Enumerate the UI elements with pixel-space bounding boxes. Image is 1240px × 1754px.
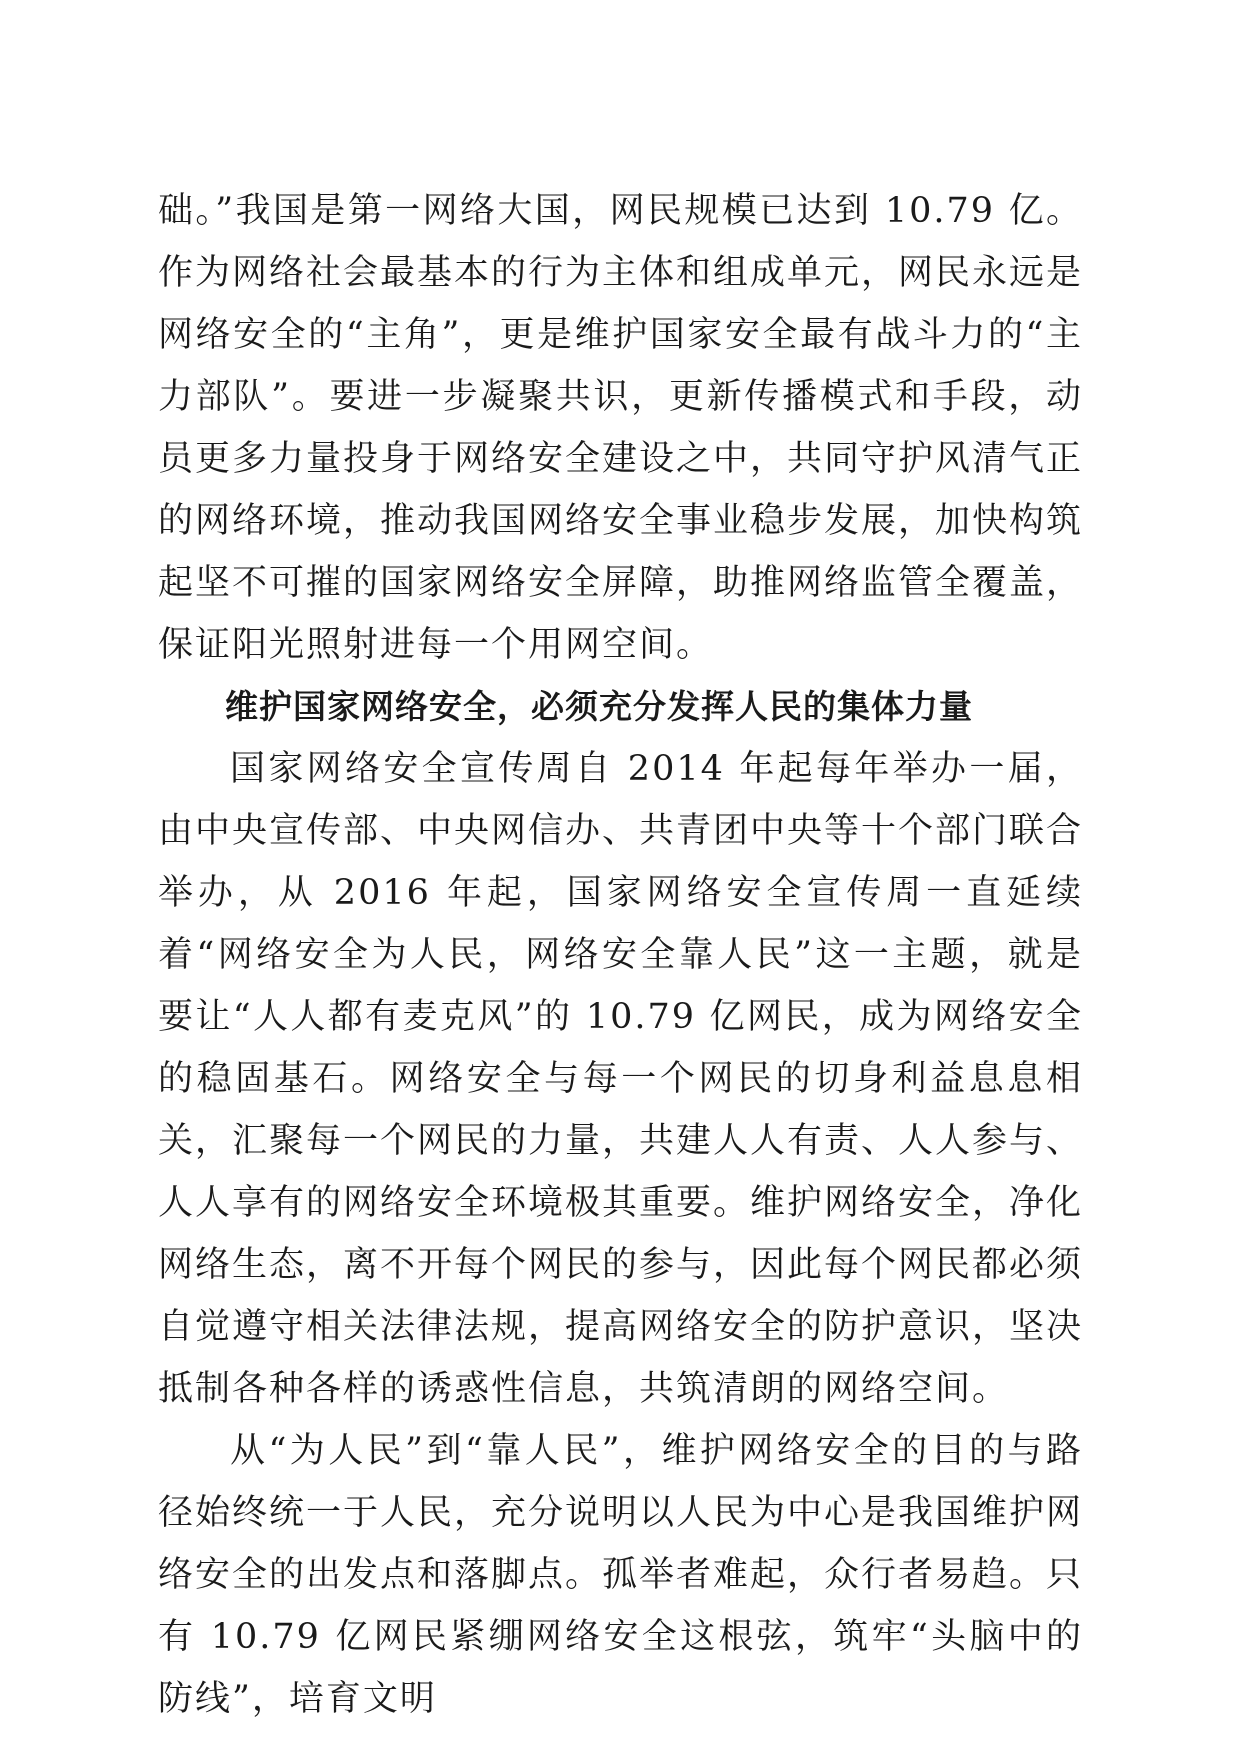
document-body (158, 180, 1083, 1730)
paragraph-publicity-week: 国家网络安全宣传周自 2014 年起每年举办一届，由中央宣传部、中央网信办、共青团中央等十个部门联合举办，从 2016 年起，国家网络安全宣传周一直延续着“网络安全为人民，网络安全靠人民”这一主题，就是要让“人人都有麦克风”的 10.79 亿网民，成为网络安全的稳固基石。网络安全与每一个网民的切身利益息息相关，汇聚每一个网民的力量，共建人人有责、人人参与、人人享有的网络安全环境极其重要。维护网络安全，净化网络生态，离不开每个网民的参与，因此每个网民都必须自觉遵守相关法律法规，提高网络安全的防护意识，坚决抵制各种各样的诱惑性信息，共筑清朗的网络空间。 (158, 749, 1084, 1409)
section-heading: 维护国家网络安全，必须充分发挥人民的集体力量 (225, 687, 973, 726)
paragraph-for-the-people: 从“为人民”到“靠人民”，维护网络安全的目的与路径始终统一于人民，充分说明以人民为中心是我国维护网络安全的出发点和落脚点。孤举者难起，众行者易趋。只有 10.79 亿网民紧绷网络安全这根弦，筑牢“头脑中的防线”，培育文明 (158, 1431, 1084, 1719)
paragraph-continued: 础。”我国是第一网络大国，网民规模已达到 10.79 亿。作为网络社会最基本的行为主体和组成单元，网民永远是网络安全的“主角”，更是维护国家安全最有战斗力的“主力部队”。要进一步凝聚共识，更新传播模式和手段，动员更多力量投身于网络安全建设之中，共同守护风清气正的网络环境，推动我国网络安全事业稳步发展，加快构筑起坚不可摧的国家网络安全屏障，助推网络监管全覆盖，保证阳光照射进每一个用网空间。 (158, 191, 1084, 665)
